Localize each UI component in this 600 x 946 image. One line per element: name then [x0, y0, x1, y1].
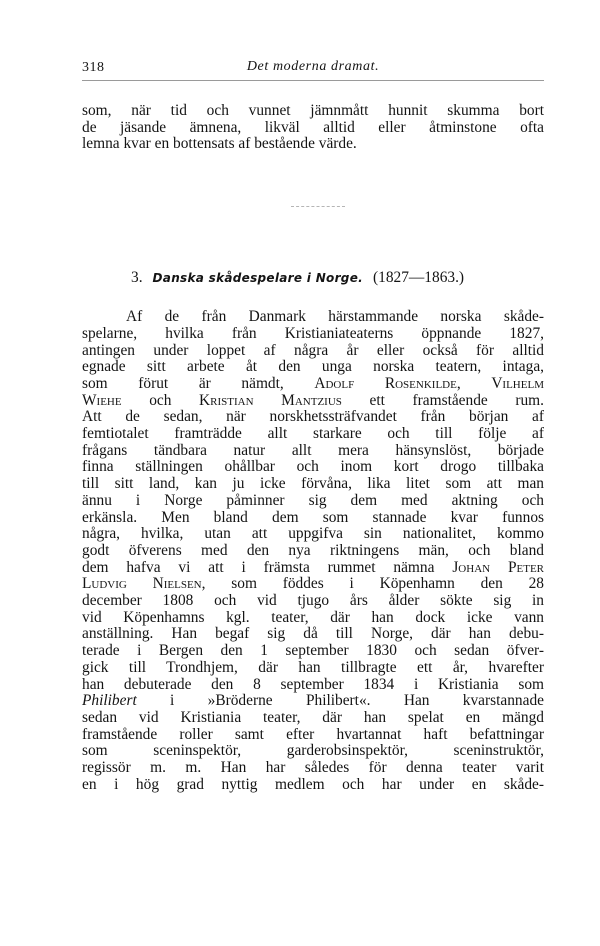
text-line: ännu i Norge påminner sig dem med aktning och — [82, 491, 544, 509]
text-line: sedan vid Kristiania teater, där han spelat en mängd — [82, 708, 544, 726]
body-paragraph — [82, 309, 544, 793]
text-line: Af de från Danmark härstammande norska skåde- — [126, 308, 544, 326]
text-line: framstående roller samt efter hvartannat haft befattningar — [82, 725, 544, 743]
person-name: Adolf Rosenkilde — [314, 374, 457, 392]
carryover-paragraph — [82, 103, 544, 153]
book-page — [82, 58, 544, 794]
section-years: (1827—1863.) — [373, 269, 465, 287]
text-line: en i hög grad nyttig medlem och har under en skåde- — [82, 775, 544, 793]
text-line: regissör m. m. Han har således för denna teater varit — [82, 759, 544, 777]
text-line — [82, 576, 544, 593]
text-line: egnade sitt arbete åt den unga norska teatern, intaga, — [82, 358, 544, 376]
section-divider — [291, 206, 345, 207]
text-line: godt öfverens med den nya riktningens män, och bland — [82, 541, 544, 559]
person-name: Ludvig Nielsen — [82, 575, 202, 593]
text-line — [82, 693, 544, 710]
text-line — [82, 376, 544, 393]
text-run: dem hafva vi att i främsta rummet nämna — [82, 558, 453, 576]
text-run: och — [121, 391, 200, 409]
text-line: vid Köpenhamns kgl. teater, där han dock icke vann — [82, 608, 544, 626]
text-run: , — [456, 374, 492, 392]
text-line: erkänsla. Men bland dem som stannade kvar funnos — [82, 508, 544, 526]
person-name: Kristian Mantzius — [199, 391, 342, 409]
text-line: till sitt land, kan ju icke förvåna, lika litet som att man — [82, 475, 544, 493]
running-head — [82, 58, 544, 81]
text-line: frågans tändbara natur allt mera hänsynslöst, började — [82, 441, 544, 459]
person-name: Johan Peter — [452, 558, 545, 576]
page-number: 318 — [82, 60, 105, 75]
text-line: gick till Trondhjem, där han tillbragte ett år, hvarefter — [82, 658, 544, 676]
text-line: femtiotalet framträdde allt starkare och till följe af — [82, 425, 544, 443]
text-line — [82, 393, 544, 410]
text-line: Att de sedan, när norskhetssträfvandet från början af — [82, 408, 544, 426]
section-heading — [82, 269, 544, 287]
person-name: Vilhelm — [491, 374, 544, 392]
text-line: de jäsande ämnena, likväl alltid eller åtminstone ofta — [82, 118, 544, 136]
text-run: som förut är nämdt, — [82, 374, 315, 392]
text-line: terade i Bergen den 1 september 1830 och sedan öfver- — [82, 642, 544, 660]
section-title: Danska skådespelare i Norge. — [152, 271, 363, 286]
text-line: som sceninspektör, garderobsinspektör, sceninstruktör, — [82, 742, 544, 760]
text-run: , som föddes i Köpenhamn den 28 — [201, 575, 544, 593]
text-line: lemna kvar en bottensats af bestående värde. — [82, 135, 357, 153]
text-line: han debuterade den 8 september 1834 i Kristiania som — [82, 675, 544, 693]
text-line: anställning. Han begaf sig då till Norge, där han debu- — [82, 625, 544, 643]
role-name: Philibert — [82, 692, 137, 710]
text-line: som, när tid och vunnet jämnmått hunnit skumma bort — [82, 102, 544, 119]
text-line: spelarne, hvilka från Kristianiateaterns öppnande 1827, — [82, 324, 544, 342]
text-line: antingen under loppet af några år eller också för alltid — [82, 341, 544, 359]
text-line — [82, 560, 544, 577]
text-run: ett framstående rum. — [341, 391, 544, 409]
text-line: finna ställningen ohållbar och inom kort drogo tillbaka — [82, 458, 544, 476]
running-title: Det moderna dramat. — [246, 59, 380, 74]
text-line: några, hvilka, utan att uppgifva sin nationalitet, kommo — [82, 525, 544, 543]
text-run: i »Bröderne Philibert«. Han kvarstannade — [136, 692, 544, 710]
section-number: 3. — [131, 269, 143, 287]
text-line: december 1808 och vid tjugo års ålder sökte sig in — [82, 592, 544, 610]
person-name: Wiehe — [82, 391, 122, 409]
